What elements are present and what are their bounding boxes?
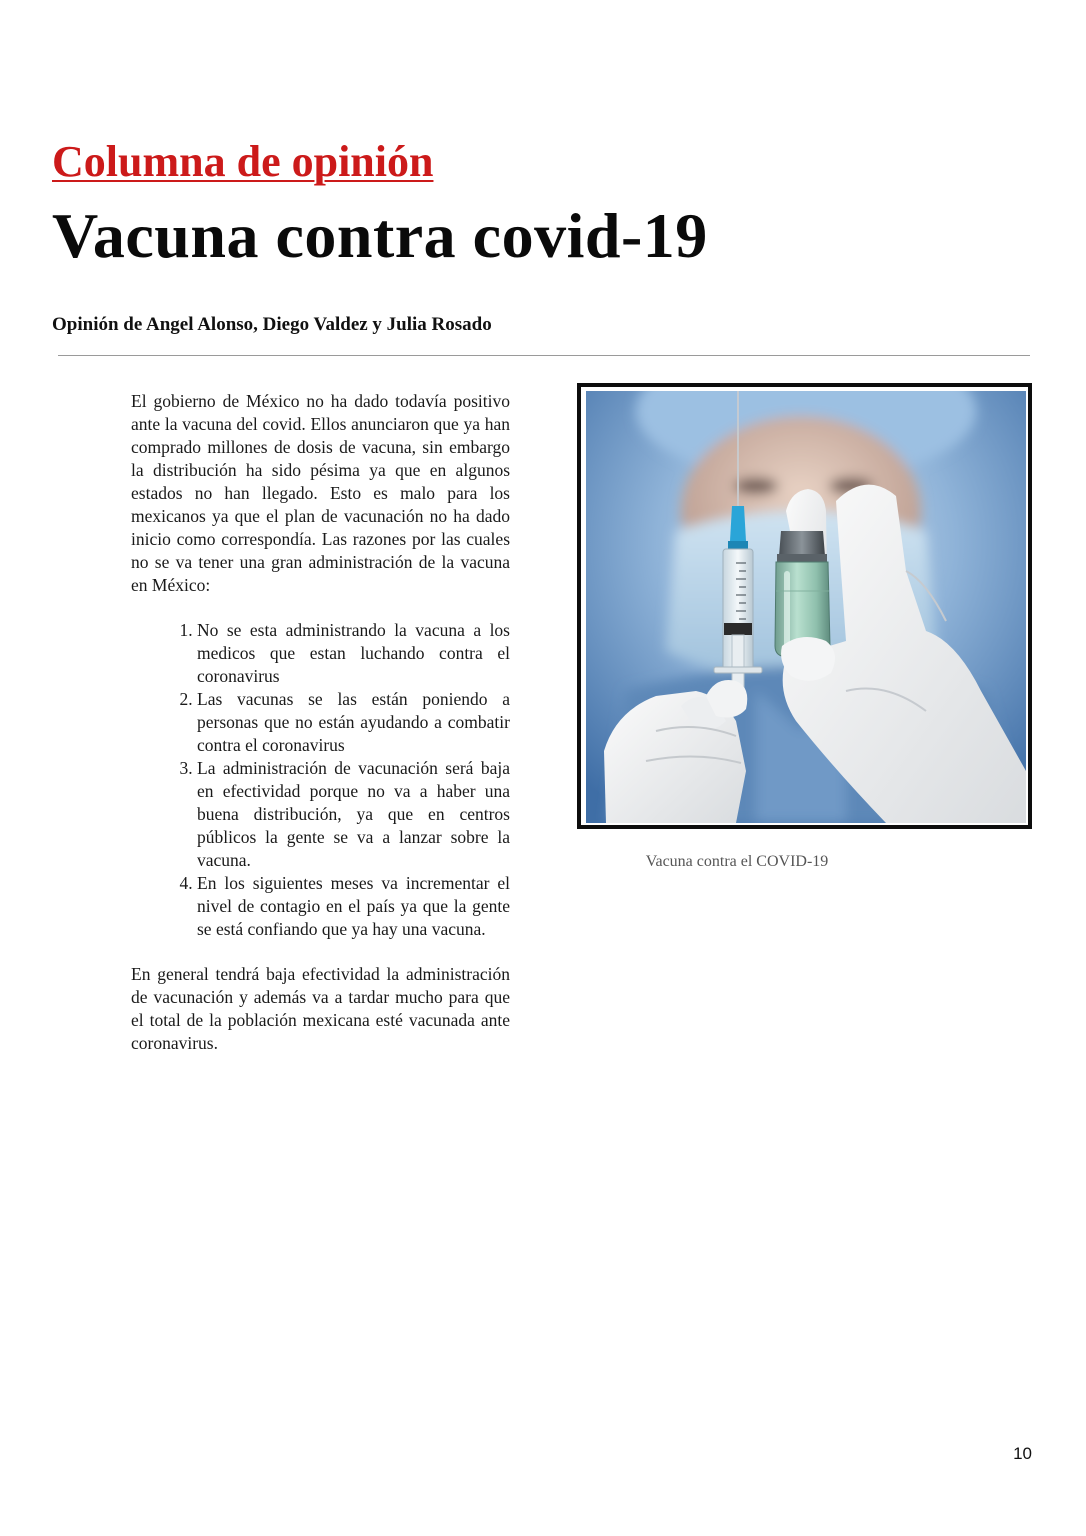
list-item: 3. La administración de vacunación será baja en efectividad porque no va a haber una buena distribución, ya que en centros públicos la gente se va a lanzar sobre la vacuna. <box>197 757 510 872</box>
section-label: Columna de opinión <box>52 137 434 186</box>
list-item: 4. En los siguientes meses va incrementar el nivel de contagio en el país ya que la gente se está confiando que ya hay una vacuna. <box>197 872 510 941</box>
list-item: 2. Las vacunas se las están poniendo a personas que no están ayudando a combatir contra el coronavirus <box>197 688 510 757</box>
figure-frame <box>577 383 1032 829</box>
list-item: 1. No se esta administrando la vacuna a los medicos que estan luchando contra el coronavirus <box>197 619 510 688</box>
conclusion-paragraph: En general tendrá baja efectividad la administración de vacunación y además va a tardar mucho para que el total de la población mexicana esté vacunada ante coronavirus. <box>131 964 510 1053</box>
reasons-list <box>131 619 510 941</box>
figure-caption: Vacuna contra el COVID-19 <box>645 853 829 870</box>
article-body <box>131 390 510 1055</box>
article-headline: Vacuna contra covid-19 <box>52 200 708 271</box>
vaccine-photo <box>586 391 1026 823</box>
header-divider <box>58 355 1030 356</box>
intro-paragraph: El gobierno de México no ha dado todavía positivo ante la vacuna del covid. Ellos anunciaron que ya han comprado millones de dosis de vacuna, sin embargo la distribución ha sido pésima ya que en algunos estados no han llegado. Esto es malo para los mexicanos ya que el plan de vacunación no ha dado inicio como correspondía. Las razones por las cuales no se va tener una gran administración de la vacuna en México: <box>131 391 510 595</box>
page-number: 10 <box>1013 1444 1032 1463</box>
byline: Opinión de Angel Alonso, Diego Valdez y Julia Rosado <box>52 314 492 335</box>
